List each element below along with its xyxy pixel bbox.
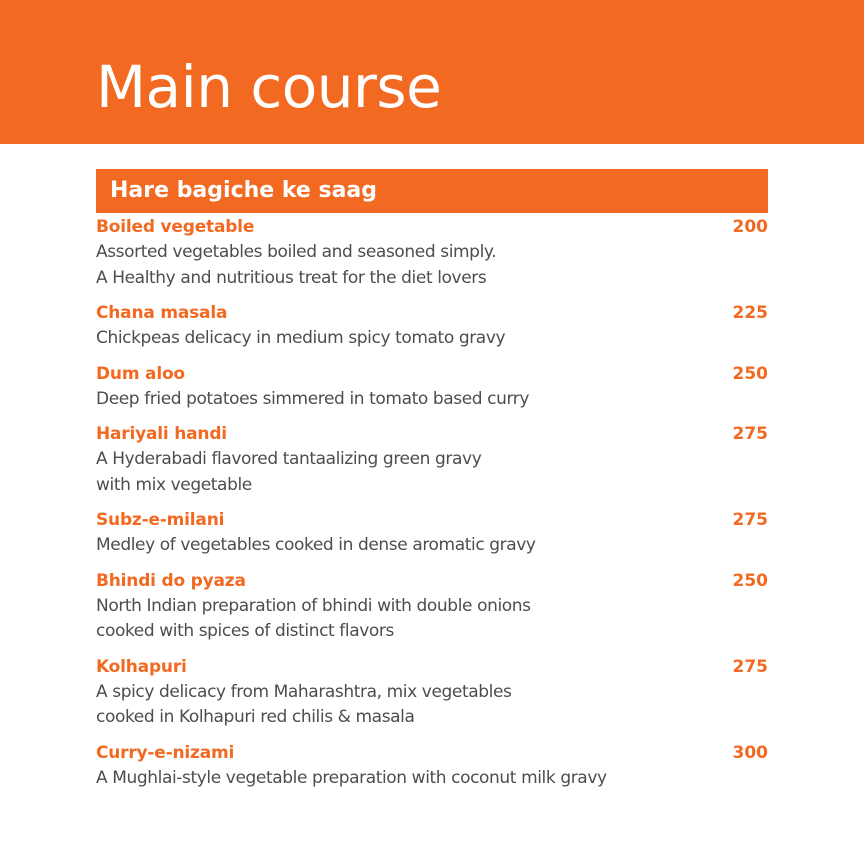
item-name: Dum aloo: [96, 363, 185, 384]
menu-item-bhindi-do-pyaza: [96, 569, 768, 645]
item-price: 300: [732, 742, 768, 763]
item-name: Chana masala: [96, 303, 228, 323]
menu-item-boiled-vegetable: [96, 215, 768, 291]
page-title: Main course: [96, 53, 442, 121]
item-name: Subz-e-milani: [96, 510, 225, 530]
item-name: Bhindi do pyaza: [96, 570, 246, 591]
item-description: North Indian preparation of bhindi with double onions cooked with spices of distinct flavors: [96, 595, 531, 641]
menu-item-kolhapuri: [96, 655, 768, 731]
item-name: Hariyali handi: [96, 424, 227, 444]
section-title: Hare bagiche ke saag: [110, 178, 378, 203]
menu-item-subz-e-milani: [96, 508, 768, 559]
item-price: 275: [732, 510, 768, 530]
item-description: Medley of vegetables cooked in dense aromatic gravy: [96, 535, 536, 555]
header-band: [0, 0, 864, 144]
menu-list: [96, 215, 768, 801]
menu-item-curry-e-nizami: [96, 741, 768, 792]
item-name: Kolhapuri: [96, 656, 187, 677]
item-price: 225: [732, 303, 768, 323]
item-description: A spicy delicacy from Maharashtra, mix vegetables cooked in Kolhapuri red chilis & masala: [96, 681, 512, 727]
item-price: 200: [732, 217, 768, 237]
item-description: Assorted vegetables boiled and seasoned simply. A Healthy and nutritious treat for the diet lovers: [96, 242, 497, 288]
item-price: 250: [732, 363, 768, 384]
section-header: [96, 169, 768, 213]
menu-item-chana-masala: [96, 301, 768, 352]
item-description: A Hyderabadi flavored tantaalizing green gravy with mix vegetable: [96, 449, 482, 495]
item-price: 250: [732, 570, 768, 591]
item-price: 275: [732, 424, 768, 444]
item-description: Chickpeas delicacy in medium spicy tomato gravy: [96, 328, 506, 348]
item-description: Deep fried potatoes simmered in tomato based curry: [96, 388, 530, 409]
item-name: Curry-e-nizami: [96, 742, 235, 763]
menu-item-dum-aloo: [96, 362, 768, 413]
item-description: A Mughlai-style vegetable preparation with coconut milk gravy: [96, 767, 607, 788]
item-price: 275: [732, 656, 768, 677]
menu-item-hariyali-handi: [96, 422, 768, 498]
item-name: Boiled vegetable: [96, 217, 255, 237]
